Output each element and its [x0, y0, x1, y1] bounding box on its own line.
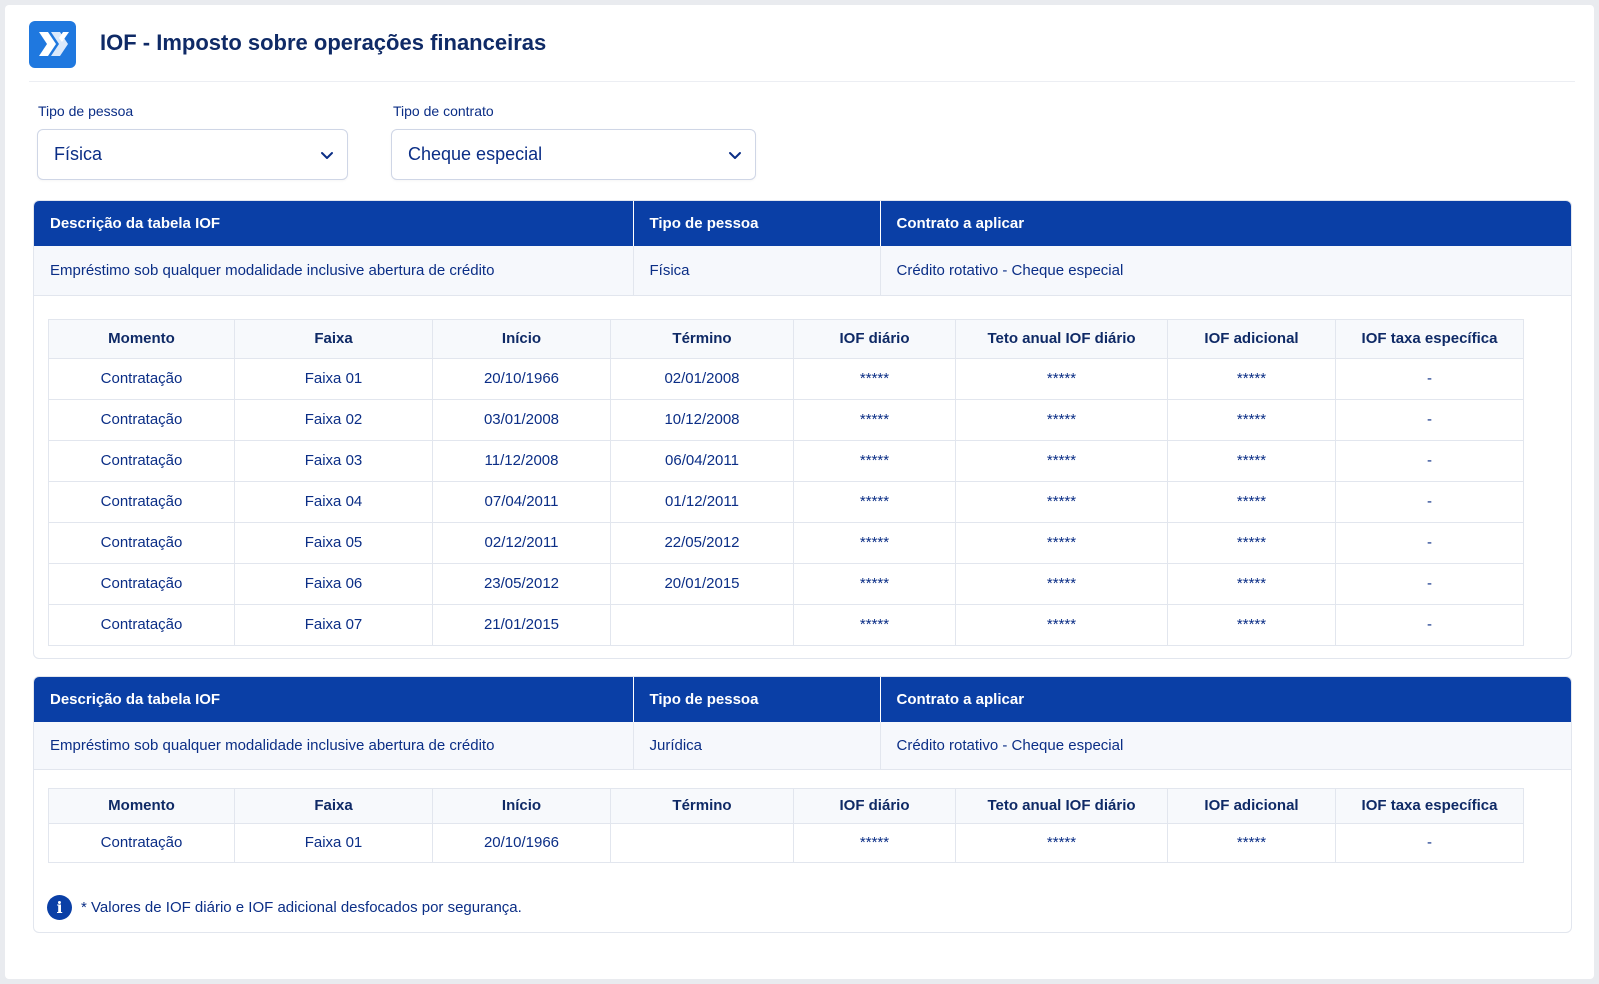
- table-cell: -: [1336, 823, 1524, 862]
- table-cell: 21/01/2015: [433, 604, 611, 645]
- table-row: [49, 823, 1524, 862]
- summary-header: Contrato a aplicar: [880, 677, 1571, 722]
- table-cell: 02/01/2008: [611, 358, 794, 399]
- table-cell: -: [1336, 358, 1524, 399]
- table-cell: *****: [1168, 440, 1336, 481]
- table-cell: Faixa 05: [235, 522, 433, 563]
- summary-header: Descrição da tabela IOF: [34, 201, 633, 246]
- summary-contract: Crédito rotativo - Cheque especial: [880, 722, 1571, 769]
- table-cell: *****: [1168, 522, 1336, 563]
- footnote: [47, 895, 522, 920]
- summary-person-type: Física: [633, 246, 880, 295]
- contract-type-value: Cheque especial: [408, 144, 543, 164]
- table-cell: 02/12/2011: [433, 522, 611, 563]
- table-cell: 20/10/1966: [433, 358, 611, 399]
- table-cell: *****: [1168, 563, 1336, 604]
- contract-type-label: Tipo de contrato: [393, 103, 494, 119]
- table-row: [49, 481, 1524, 522]
- contract-type-select[interactable]: [391, 129, 756, 180]
- header: [29, 5, 1575, 82]
- column-header: Faixa: [235, 788, 433, 823]
- detail-table: [48, 319, 1524, 646]
- table-cell: *****: [794, 358, 956, 399]
- column-header: Início: [433, 319, 611, 358]
- column-header: Término: [611, 788, 794, 823]
- table-cell: 22/05/2012: [611, 522, 794, 563]
- table-cell: *****: [1168, 358, 1336, 399]
- page: [5, 5, 1594, 979]
- table-cell: *****: [794, 399, 956, 440]
- summary-header: Descrição da tabela IOF: [34, 677, 633, 722]
- column-header: IOF adicional: [1168, 319, 1336, 358]
- column-header: Término: [611, 319, 794, 358]
- iof-section-fisica: [33, 200, 1572, 659]
- table-cell: *****: [1168, 481, 1336, 522]
- table-cell: 11/12/2008: [433, 440, 611, 481]
- table-cell: -: [1336, 563, 1524, 604]
- table-cell: *****: [956, 440, 1168, 481]
- table-row: [49, 563, 1524, 604]
- table-cell: *****: [794, 823, 956, 862]
- page-title: IOF - Imposto sobre operações financeiras: [100, 30, 547, 55]
- table-cell: Contratação: [49, 440, 235, 481]
- x-logo-icon: [29, 21, 76, 68]
- table-cell: *****: [1168, 399, 1336, 440]
- table-cell: *****: [1168, 823, 1336, 862]
- table-cell: 10/12/2008: [611, 399, 794, 440]
- table-cell: -: [1336, 604, 1524, 645]
- summary-table: [34, 201, 1571, 296]
- table-row: [49, 604, 1524, 645]
- table-cell: Faixa 06: [235, 563, 433, 604]
- table-cell: 20/01/2015: [611, 563, 794, 604]
- table-cell: *****: [956, 563, 1168, 604]
- info-icon: i: [47, 895, 72, 920]
- table-cell: Contratação: [49, 823, 235, 862]
- table-cell: -: [1336, 440, 1524, 481]
- table-row: [49, 440, 1524, 481]
- column-header: IOF diário: [794, 319, 956, 358]
- chevron-down-icon: [727, 147, 743, 163]
- table-cell: *****: [794, 481, 956, 522]
- person-type-label: Tipo de pessoa: [38, 103, 134, 119]
- column-header: IOF taxa específica: [1336, 319, 1524, 358]
- column-header: IOF adicional: [1168, 788, 1336, 823]
- table-cell: [611, 604, 794, 645]
- table-row: [49, 399, 1524, 440]
- detail-table: [48, 788, 1524, 863]
- column-header: Momento: [49, 788, 235, 823]
- table-cell: *****: [956, 399, 1168, 440]
- table-cell: Faixa 04: [235, 481, 433, 522]
- table-cell: *****: [956, 604, 1168, 645]
- table-cell: -: [1336, 399, 1524, 440]
- table-cell: Faixa 03: [235, 440, 433, 481]
- footnote-text: * Valores de IOF diário e IOF adicional desfocados por segurança.: [81, 899, 522, 916]
- column-header: Teto anual IOF diário: [956, 788, 1168, 823]
- table-cell: 20/10/1966: [433, 823, 611, 862]
- table-cell: Contratação: [49, 481, 235, 522]
- column-header: IOF diário: [794, 788, 956, 823]
- table-cell: Contratação: [49, 522, 235, 563]
- table-cell: Faixa 07: [235, 604, 433, 645]
- table-cell: 01/12/2011: [611, 481, 794, 522]
- summary-header: Tipo de pessoa: [633, 677, 880, 722]
- chevron-down-icon: [319, 147, 335, 163]
- summary-description: Empréstimo sob qualquer modalidade inclusive abertura de crédito: [34, 722, 633, 769]
- table-cell: 03/01/2008: [433, 399, 611, 440]
- table-cell: *****: [956, 481, 1168, 522]
- table-cell: Contratação: [49, 563, 235, 604]
- table-cell: [611, 823, 794, 862]
- table-cell: Faixa 01: [235, 358, 433, 399]
- table-row: [49, 358, 1524, 399]
- column-header: Início: [433, 788, 611, 823]
- table-cell: *****: [794, 440, 956, 481]
- table-cell: *****: [1168, 604, 1336, 645]
- summary-header: Tipo de pessoa: [633, 201, 880, 246]
- table-cell: *****: [794, 604, 956, 645]
- table-cell: *****: [956, 522, 1168, 563]
- table-row: [49, 522, 1524, 563]
- person-type-select[interactable]: [37, 129, 348, 180]
- summary-table: [34, 677, 1571, 770]
- summary-contract: Crédito rotativo - Cheque especial: [880, 246, 1571, 295]
- table-cell: *****: [956, 358, 1168, 399]
- column-header: Teto anual IOF diário: [956, 319, 1168, 358]
- summary-person-type: Jurídica: [633, 722, 880, 769]
- table-cell: 06/04/2011: [611, 440, 794, 481]
- table-cell: *****: [956, 823, 1168, 862]
- table-cell: Faixa 01: [235, 823, 433, 862]
- table-cell: *****: [794, 563, 956, 604]
- table-cell: Contratação: [49, 399, 235, 440]
- table-cell: 23/05/2012: [433, 563, 611, 604]
- summary-description: Empréstimo sob qualquer modalidade inclusive abertura de crédito: [34, 246, 633, 295]
- table-cell: Contratação: [49, 358, 235, 399]
- table-cell: *****: [794, 522, 956, 563]
- table-cell: -: [1336, 481, 1524, 522]
- table-cell: Faixa 02: [235, 399, 433, 440]
- table-cell: -: [1336, 522, 1524, 563]
- person-type-value: Física: [54, 144, 103, 164]
- summary-header: Contrato a aplicar: [880, 201, 1571, 246]
- table-cell: 07/04/2011: [433, 481, 611, 522]
- column-header: IOF taxa específica: [1336, 788, 1524, 823]
- column-header: Faixa: [235, 319, 433, 358]
- column-header: Momento: [49, 319, 235, 358]
- table-cell: Contratação: [49, 604, 235, 645]
